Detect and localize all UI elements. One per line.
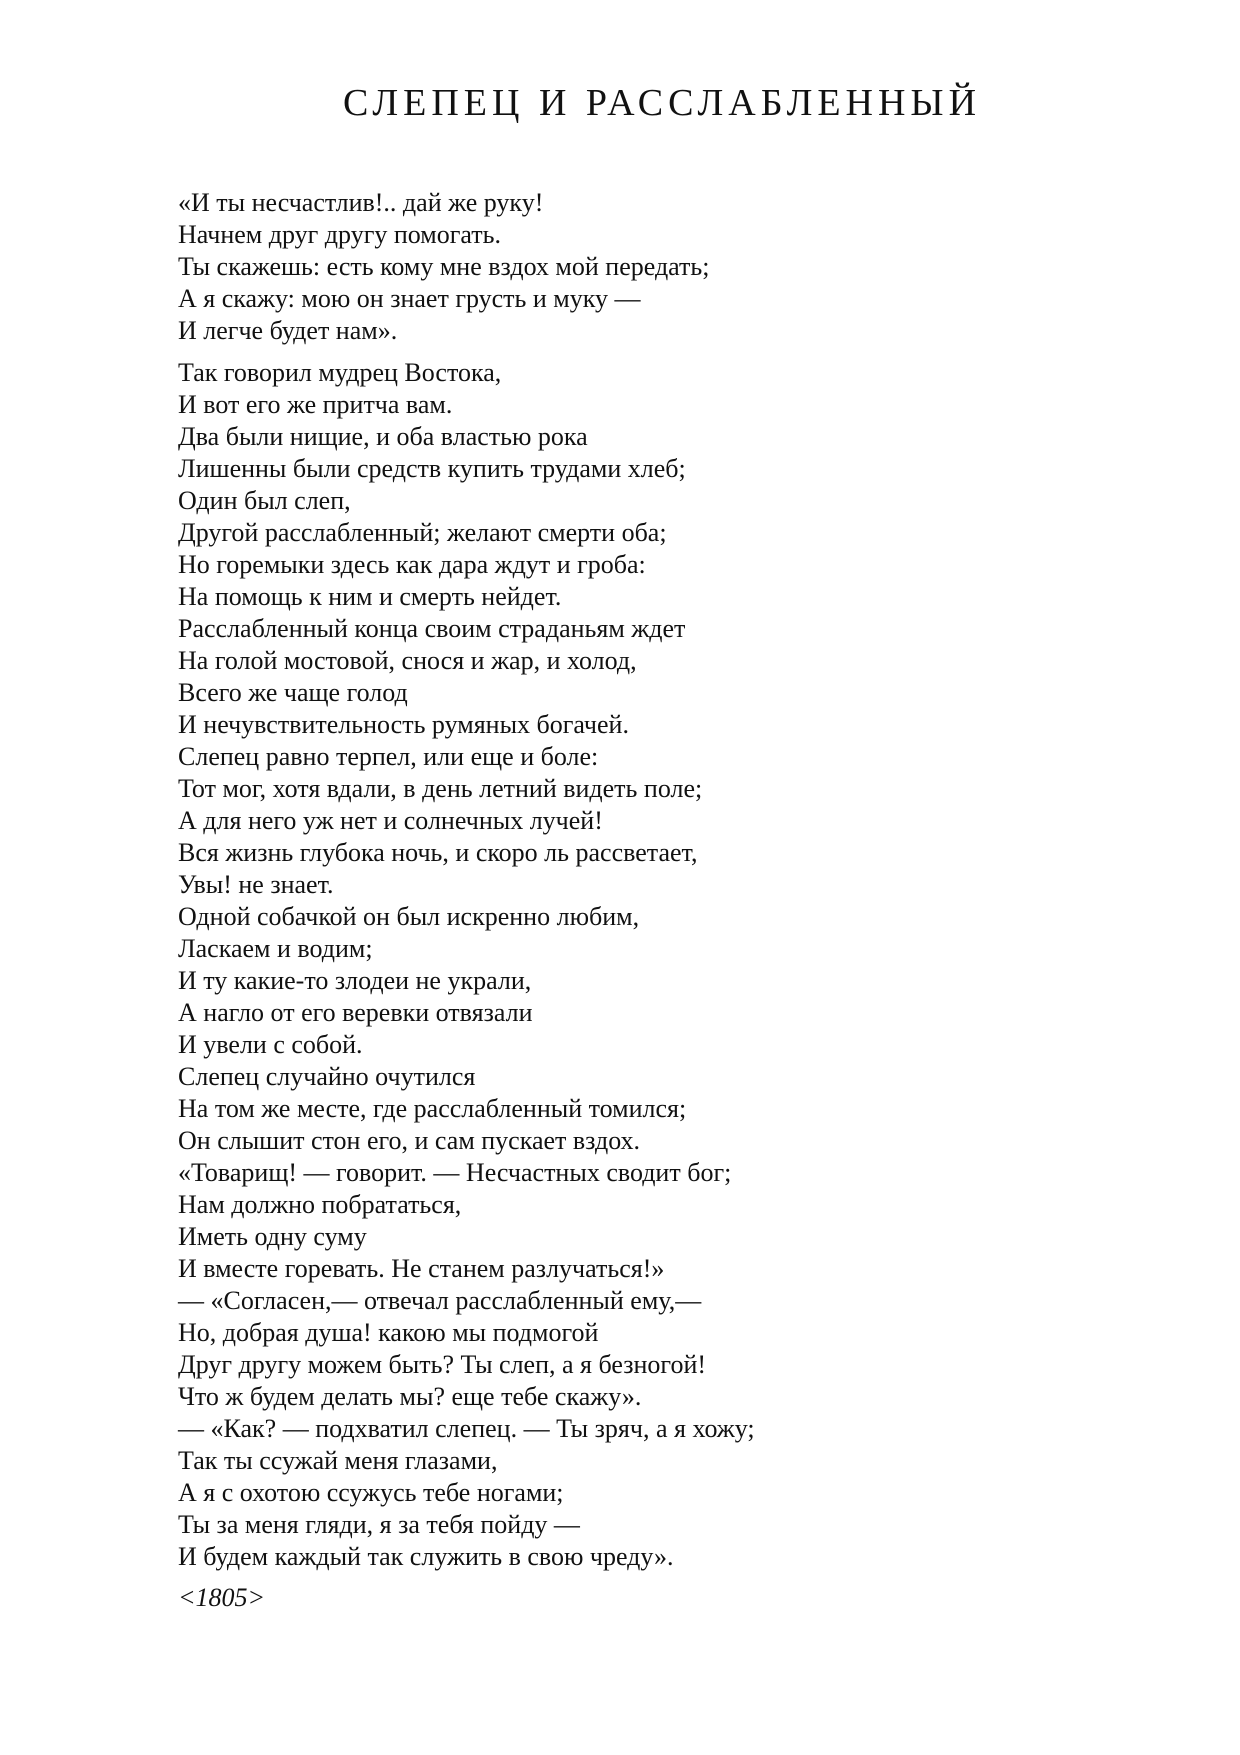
poem-line: Иметь одну суму bbox=[178, 1222, 367, 1251]
poem-date: <1805> bbox=[178, 1583, 266, 1612]
poem-line: А я скажу: мою он знает грусть и муку — bbox=[178, 284, 641, 313]
poem-line: Расслабленный конца своим страданьям ждет bbox=[178, 614, 686, 643]
poem-line: — «Как? — подхватил слепец. — Ты зряч, а я хожу; bbox=[178, 1414, 755, 1443]
poem-line: И вместе горевать. Не станем разлучаться!» bbox=[178, 1254, 665, 1283]
poem-line: И будем каждый так служить в свою чреду». bbox=[178, 1542, 674, 1571]
poem-line: Нам должно побрататься, bbox=[178, 1190, 462, 1219]
poem-stanzas bbox=[178, 187, 1178, 1573]
stanza-1 bbox=[178, 187, 1178, 347]
poem-line: Но, добрая душа! какою мы подмогой bbox=[178, 1318, 599, 1347]
poem-body bbox=[178, 187, 1178, 1614]
poem-line: А нагло от его веревки отвязали bbox=[178, 998, 533, 1027]
poem-line: И нечувствительность румяных богачей. bbox=[178, 710, 629, 739]
poem-line: Лишенны были средств купить трудами хлеб; bbox=[178, 454, 686, 483]
poem-line: Он слышит стон его, и сам пускает вздох. bbox=[178, 1126, 641, 1155]
poem-line: Тот мог, хотя вдали, в день летний видеть поле; bbox=[178, 774, 703, 803]
poem-line: «Товарищ! — говорит. — Несчастных сводит бог; bbox=[178, 1158, 732, 1187]
poem-line: Другой расслабленный; желают смерти оба; bbox=[178, 518, 667, 547]
poem-line: И увели с собой. bbox=[178, 1030, 363, 1059]
poem-line: Друг другу можем быть? Ты слеп, а я безногой! bbox=[178, 1350, 707, 1379]
poem-line: А я с охотою ссужусь тебе ногами; bbox=[178, 1478, 564, 1507]
poem-line: И легче будет нам». bbox=[178, 316, 398, 345]
poem-line: На голой мостовой, снося и жар, и холод, bbox=[178, 646, 637, 675]
poem-title: СЛЕПЕЦ И РАССЛАБЛЕННЫЙ bbox=[342, 82, 982, 124]
poem-line: А для него уж нет и солнечных лучей! bbox=[178, 806, 603, 835]
poem-line: И ту какие-то злодеи не украли, bbox=[178, 966, 532, 995]
poem-line: Что ж будем делать мы? еще тебе скажу». bbox=[178, 1382, 642, 1411]
poem-line: Ты скажешь: есть кому мне вздох мой передать; bbox=[178, 252, 710, 281]
poem-line: На том же месте, где расслабленный томился; bbox=[178, 1094, 687, 1123]
poem-line: Ты за меня гляди, я за тебя пойду — bbox=[178, 1510, 580, 1539]
poem-line: Слепец равно терпел, или еще и боле: bbox=[178, 742, 599, 771]
poem-line: Ласкаем и водим; bbox=[178, 934, 373, 963]
poem-line: Начнем друг другу помогать. bbox=[178, 220, 501, 249]
poem-line: Один был слеп, bbox=[178, 486, 351, 515]
poem-line: Увы! не знает. bbox=[178, 870, 334, 899]
poem-line: И вот его же притча вам. bbox=[178, 390, 453, 419]
poem-line: Одной собачкой он был искренно любим, bbox=[178, 902, 640, 931]
stanza-2 bbox=[178, 357, 1178, 1573]
poem-line: Но горемыки здесь как дара ждут и гроба: bbox=[178, 550, 646, 579]
poem-line: Так говорил мудрец Востока, bbox=[178, 358, 502, 387]
poem-line: — «Согласен,— отвечал расслабленный ему,— bbox=[178, 1286, 702, 1315]
poem-line: Всего же чаще голод bbox=[178, 678, 408, 707]
poem-line: Два были нищие, и оба властью рока bbox=[178, 422, 588, 451]
poem-line: Слепец случайно очутился bbox=[178, 1062, 476, 1091]
poem-line: Вся жизнь глубока ночь, и скоро ль рассветает, bbox=[178, 838, 698, 867]
poem-line: «И ты несчастлив!.. дай же руку! bbox=[178, 188, 544, 217]
poem-line: На помощь к ним и смерть нейдет. bbox=[178, 582, 562, 611]
poem-line: Так ты ссужай меня глазами, bbox=[178, 1446, 498, 1475]
